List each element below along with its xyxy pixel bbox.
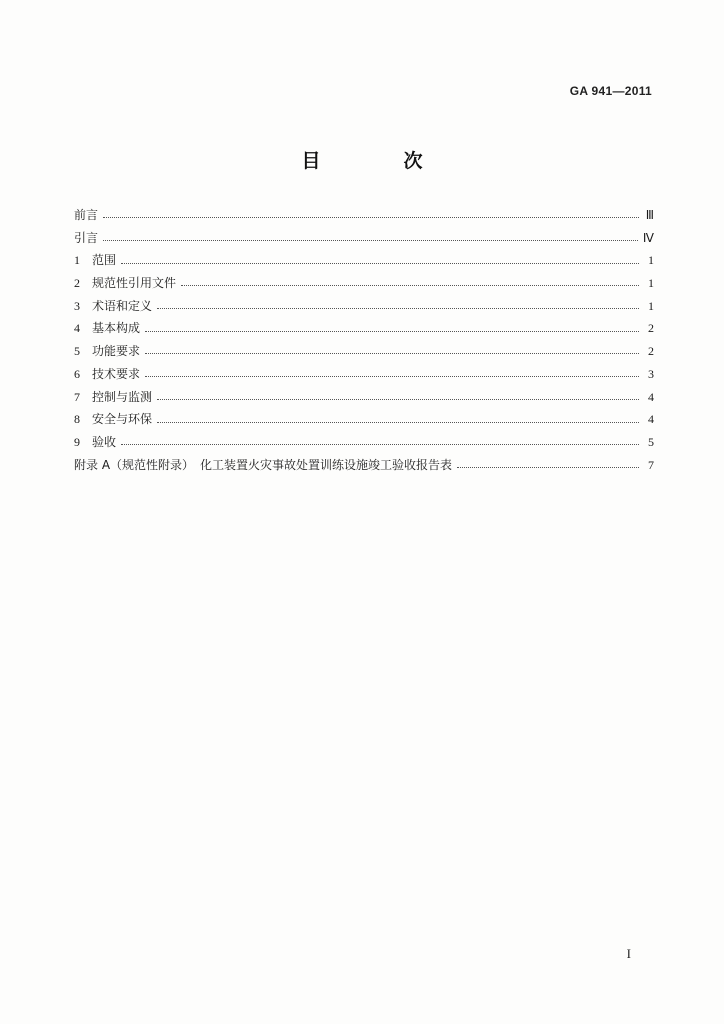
dot-leader xyxy=(145,375,639,377)
section-number: 2 xyxy=(74,276,80,291)
toc-entry-introduction[interactable] xyxy=(74,227,654,250)
toc-entry-page: 5 xyxy=(648,434,654,449)
toc-entry-label: 前言 xyxy=(74,208,99,222)
toc-entry-page: 1 xyxy=(648,276,654,291)
toc-entry-label: 8 安全与环保 xyxy=(74,408,152,431)
toc-entry-page: 4 xyxy=(648,389,654,404)
toc-entry-label: 2 规范性引用文件 xyxy=(74,272,176,295)
section-number: 4 xyxy=(74,321,80,336)
section-number: 5 xyxy=(74,344,80,359)
toc-entry-label: 6 技术要求 xyxy=(74,363,140,386)
dot-leader xyxy=(181,284,639,286)
toc-entry-page: 2 xyxy=(648,344,654,359)
toc-entry-label: 7 控制与监测 xyxy=(74,386,152,409)
page-number: I xyxy=(626,946,631,961)
toc-entry-terms-definitions[interactable] xyxy=(74,295,654,318)
dot-leader xyxy=(157,421,639,423)
toc-entry-scope[interactable] xyxy=(74,249,654,272)
toc-entry-page: 3 xyxy=(648,366,654,381)
dot-leader xyxy=(157,307,639,309)
toc-entry-label: 4 基本构成 xyxy=(74,317,140,340)
dot-leader xyxy=(145,330,639,332)
toc-entry-label: 5 功能要求 xyxy=(74,340,140,363)
section-number: 8 xyxy=(74,412,80,427)
toc-entry-foreword[interactable] xyxy=(74,204,654,227)
section-number: 7 xyxy=(74,389,80,404)
toc-entry-label: 9 验收 xyxy=(74,431,116,454)
section-number: 3 xyxy=(74,298,80,313)
toc-entry-label: 1 范围 xyxy=(74,249,116,272)
toc-entry-label: 引言 xyxy=(74,230,99,245)
toc-entry-acceptance[interactable] xyxy=(74,431,654,454)
toc-entry-control-monitoring[interactable] xyxy=(74,386,654,409)
toc-entry-basic-composition[interactable] xyxy=(74,317,654,340)
dot-leader xyxy=(457,466,639,468)
dot-leader xyxy=(121,262,639,264)
toc-entry-safety-environment[interactable] xyxy=(74,408,654,431)
section-number: 9 xyxy=(74,434,80,449)
page-title: 目 次 xyxy=(301,150,455,172)
toc-entry-technical-requirements[interactable] xyxy=(74,363,654,386)
section-number: 6 xyxy=(74,366,80,381)
toc-entry-page: 4 xyxy=(648,412,654,427)
toc-entry-page: 1 xyxy=(648,298,654,313)
toc-entry-label: 附录 A（规范性附录） 化工装置火灾事故处置训练设施竣工验收报告表 xyxy=(74,457,453,472)
toc-entry-page: Ⅲ xyxy=(645,208,654,222)
toc-entry-label: 3 术语和定义 xyxy=(74,295,152,318)
toc-entry-page: 1 xyxy=(648,253,654,268)
toc-entry-page: Ⅳ xyxy=(642,230,654,245)
toc-entry-page: 7 xyxy=(648,457,654,472)
toc-entry-page: 2 xyxy=(648,321,654,336)
dot-leader xyxy=(121,443,639,445)
dot-leader xyxy=(103,239,638,241)
dot-leader xyxy=(157,398,639,400)
toc-entry-normative-references[interactable] xyxy=(74,272,654,295)
table-of-contents xyxy=(74,204,654,476)
dot-leader xyxy=(103,216,639,218)
dot-leader xyxy=(145,352,639,354)
section-number: 1 xyxy=(74,253,80,268)
standard-code: GA 941—2011 xyxy=(569,84,652,98)
toc-entry-annex-a[interactable] xyxy=(74,454,654,477)
toc-entry-functional-requirements[interactable] xyxy=(74,340,654,363)
